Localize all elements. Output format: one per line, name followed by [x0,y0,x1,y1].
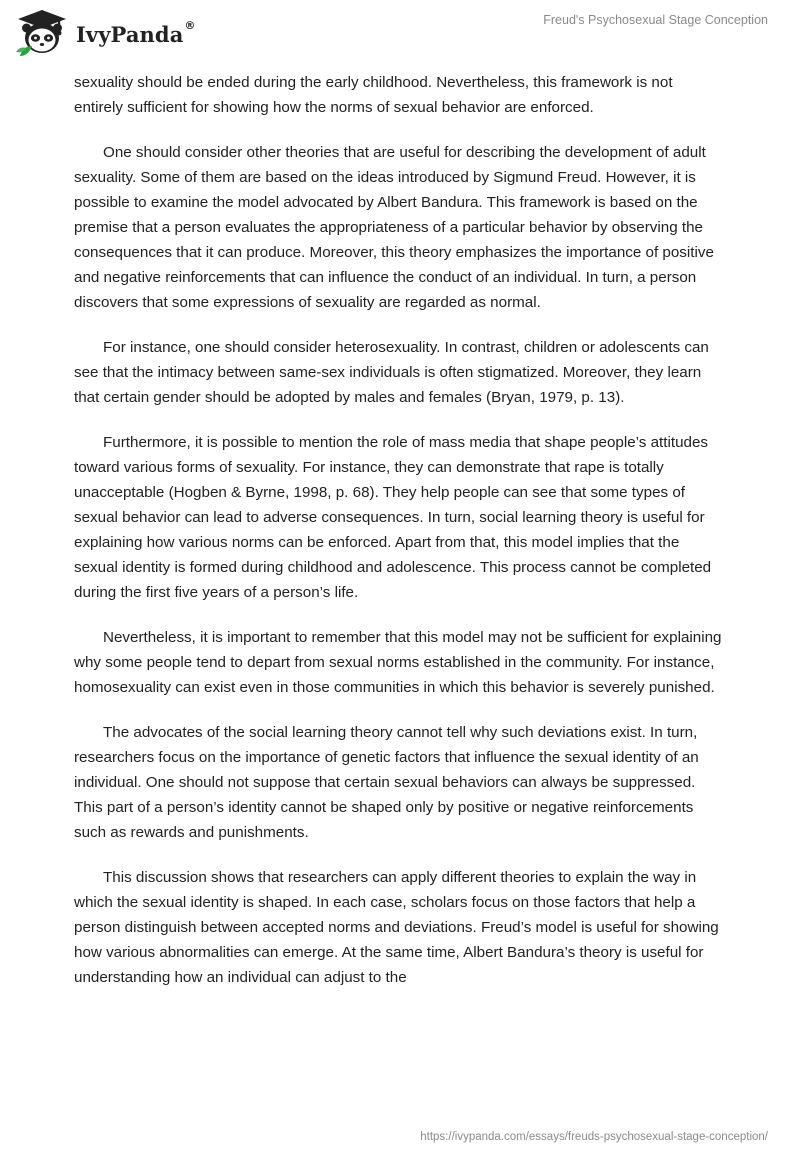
brand-name [76,18,196,47]
paragraph: Furthermore, it is possible to mention the role of mass media that shape people’s attitudes toward various forms of sexuality. For instance, they can demonstrate that rape is totally unacceptable (Hogben & Byrne, 1998, p. 68). They help people can see that some types of sexual behavior can lead to adverse consequences. In turn, social learning theory is useful for explaining how various norms can be enforced. Apart from that, this model implies that the sexual identity is formed during childhood and adolescence. This process cannot be completed during the first five years of a person’s life. [74,434,712,601]
paragraph: For instance, one should consider heterosexuality. In contrast, children or adolescents can see that the intimacy between same-sex individuals is often stigmatized. Moreover, they learn that certain gender should be adopted by males and females (Bryan, 1979, p. 13). [74,339,709,406]
document-title: Freud's Psychosexual Stage Conception [543,13,768,27]
paragraph: This discussion shows that researchers can apply different theories to explain the way in which the sexual identity is shaped. In each case, scholars focus on those factors that help a person distinguish between accepted norms and deviations. Freud’s model is useful for showing how various abnormalities can emerge. At the same time, Albert Bandura’s theory is useful for understanding how an individual can adjust to the [74,869,719,986]
essay-body [74,70,724,1010]
brand-label: IvyPanda [76,21,184,47]
paragraph: Nevertheless, it is important to remember that this model may not be sufficient for explaining why some people tend to depart from sexual norms established in the community. For instance, homosexuality can exist even in those communities in which this behavior is severely punished. [74,629,722,696]
paragraph: One should consider other theories that are useful for describing the development of adult sexuality. Some of them are based on the ideas introduced by Sigmund Freud. However, it is possible to examine the model advocated by Albert Bandura. This framework is based on the premise that a person evaluates the appropriateness of a particular behavior by observing the consequences that it can produce. Moreover, this theory emphasizes the importance of positive and negative reinforcements that can influence the conduct of an individual. In turn, a person discovers that some expressions of sexuality are regarded as normal. [74,144,714,311]
brand-logo[interactable] [14,6,196,62]
source-url[interactable]: https://ivypanda.com/essays/freuds-psychosexual-stage-conception/ [420,1131,768,1143]
paragraph: The advocates of the social learning theory cannot tell why such deviations exist. In turn, researchers focus on the importance of genetic factors that influence the sexual identity of an individual. One should not suppose that certain sexual behaviors can always be suppressed. This part of a person’s identity cannot be shaped only by positive or negative reinforcements such as rewards and punishments. [74,724,699,841]
registered-mark: ® [184,18,196,32]
page-header [0,0,800,70]
panda-graduate-icon [14,8,70,60]
paragraph: sexuality should be ended during the early childhood. Nevertheless, this framework is not entirely sufficient for showing how the norms of sexual behavior are enforced. [74,74,673,116]
